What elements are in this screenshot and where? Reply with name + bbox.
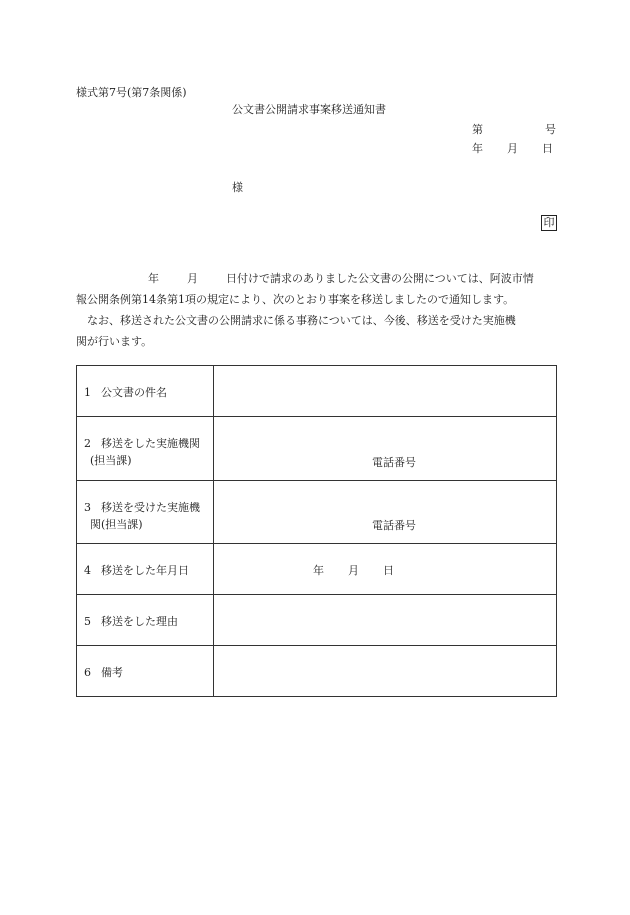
value-cell-subject[interactable] (214, 366, 557, 417)
row-number: 2 (84, 437, 91, 450)
doc-number-suffix: 号 (545, 123, 556, 136)
table-row-subject (77, 366, 557, 417)
row-label-cont: (担当課) (90, 454, 132, 467)
doc-date-year: 年 (472, 142, 483, 155)
notice-table (76, 365, 557, 697)
body-line1-rest: 日付けで請求のありました公文書の公開については、阿波市情 (226, 272, 534, 285)
phone-label: 電話番号 (372, 519, 416, 532)
label-cell (77, 481, 214, 544)
value-cell-remarks[interactable] (214, 646, 557, 697)
row-label: 移送を受けた実施機 (101, 501, 200, 514)
form-number-label: 様式第7号(第7条関係) (76, 86, 187, 99)
row-number: 5 (84, 615, 91, 628)
document-title: 公文書公開請求事案移送通知書 (232, 103, 386, 116)
phone-label: 電話番号 (372, 456, 416, 469)
row-number: 3 (84, 501, 91, 514)
doc-date-day: 日 (542, 142, 553, 155)
body-line-1 (76, 268, 558, 289)
document-number (472, 123, 556, 137)
table-row-transfer-date (77, 544, 557, 595)
label-cell (77, 595, 214, 646)
row-label: 移送をした実施機関 (101, 437, 200, 450)
transfer-date (214, 544, 556, 579)
value-cell-reason[interactable] (214, 595, 557, 646)
table-row-remarks (77, 646, 557, 697)
table-row-receiving-agency (77, 481, 557, 544)
value-cell-transfer-date[interactable] (214, 544, 557, 595)
value-cell-transferring-agency[interactable] (214, 417, 557, 481)
label-cell (77, 417, 214, 481)
doc-date-month: 月 (507, 142, 518, 155)
row-label: 公文書の件名 (101, 386, 167, 399)
row-label: 移送をした年月日 (101, 564, 189, 577)
row-number: 6 (84, 666, 91, 679)
notice-body (76, 268, 558, 352)
body-line-3: なお、移送された公文書の公開請求に係る事務については、今後、移送を受けた実施機 (87, 314, 516, 327)
row-number: 4 (84, 564, 91, 577)
table-row-transferring-agency (77, 417, 557, 481)
doc-number-prefix: 第 (472, 123, 483, 136)
body-year: 年 (148, 272, 159, 285)
body-month: 月 (187, 272, 198, 285)
body-line-4: 関が行います。 (76, 335, 153, 348)
row-number: 1 (84, 386, 91, 399)
row-label: 備考 (101, 666, 123, 679)
label-cell (77, 366, 214, 417)
seal-mark: 印 (541, 215, 557, 231)
label-cell (77, 646, 214, 697)
value-cell-receiving-agency[interactable] (214, 481, 557, 544)
addressee-suffix: 様 (232, 181, 243, 194)
document-date (472, 142, 553, 156)
transfer-date-month: 月 (348, 564, 359, 577)
label-cell (77, 544, 214, 595)
body-line-2: 報公開条例第14条第1項の規定により、次のとおり事案を移送しましたので通知します。 (76, 293, 515, 306)
transfer-date-year: 年 (313, 564, 324, 577)
table-row-reason (77, 595, 557, 646)
row-label-cont: 関(担当課) (90, 518, 143, 531)
transfer-date-day: 日 (383, 564, 394, 577)
row-label: 移送をした理由 (101, 615, 178, 628)
